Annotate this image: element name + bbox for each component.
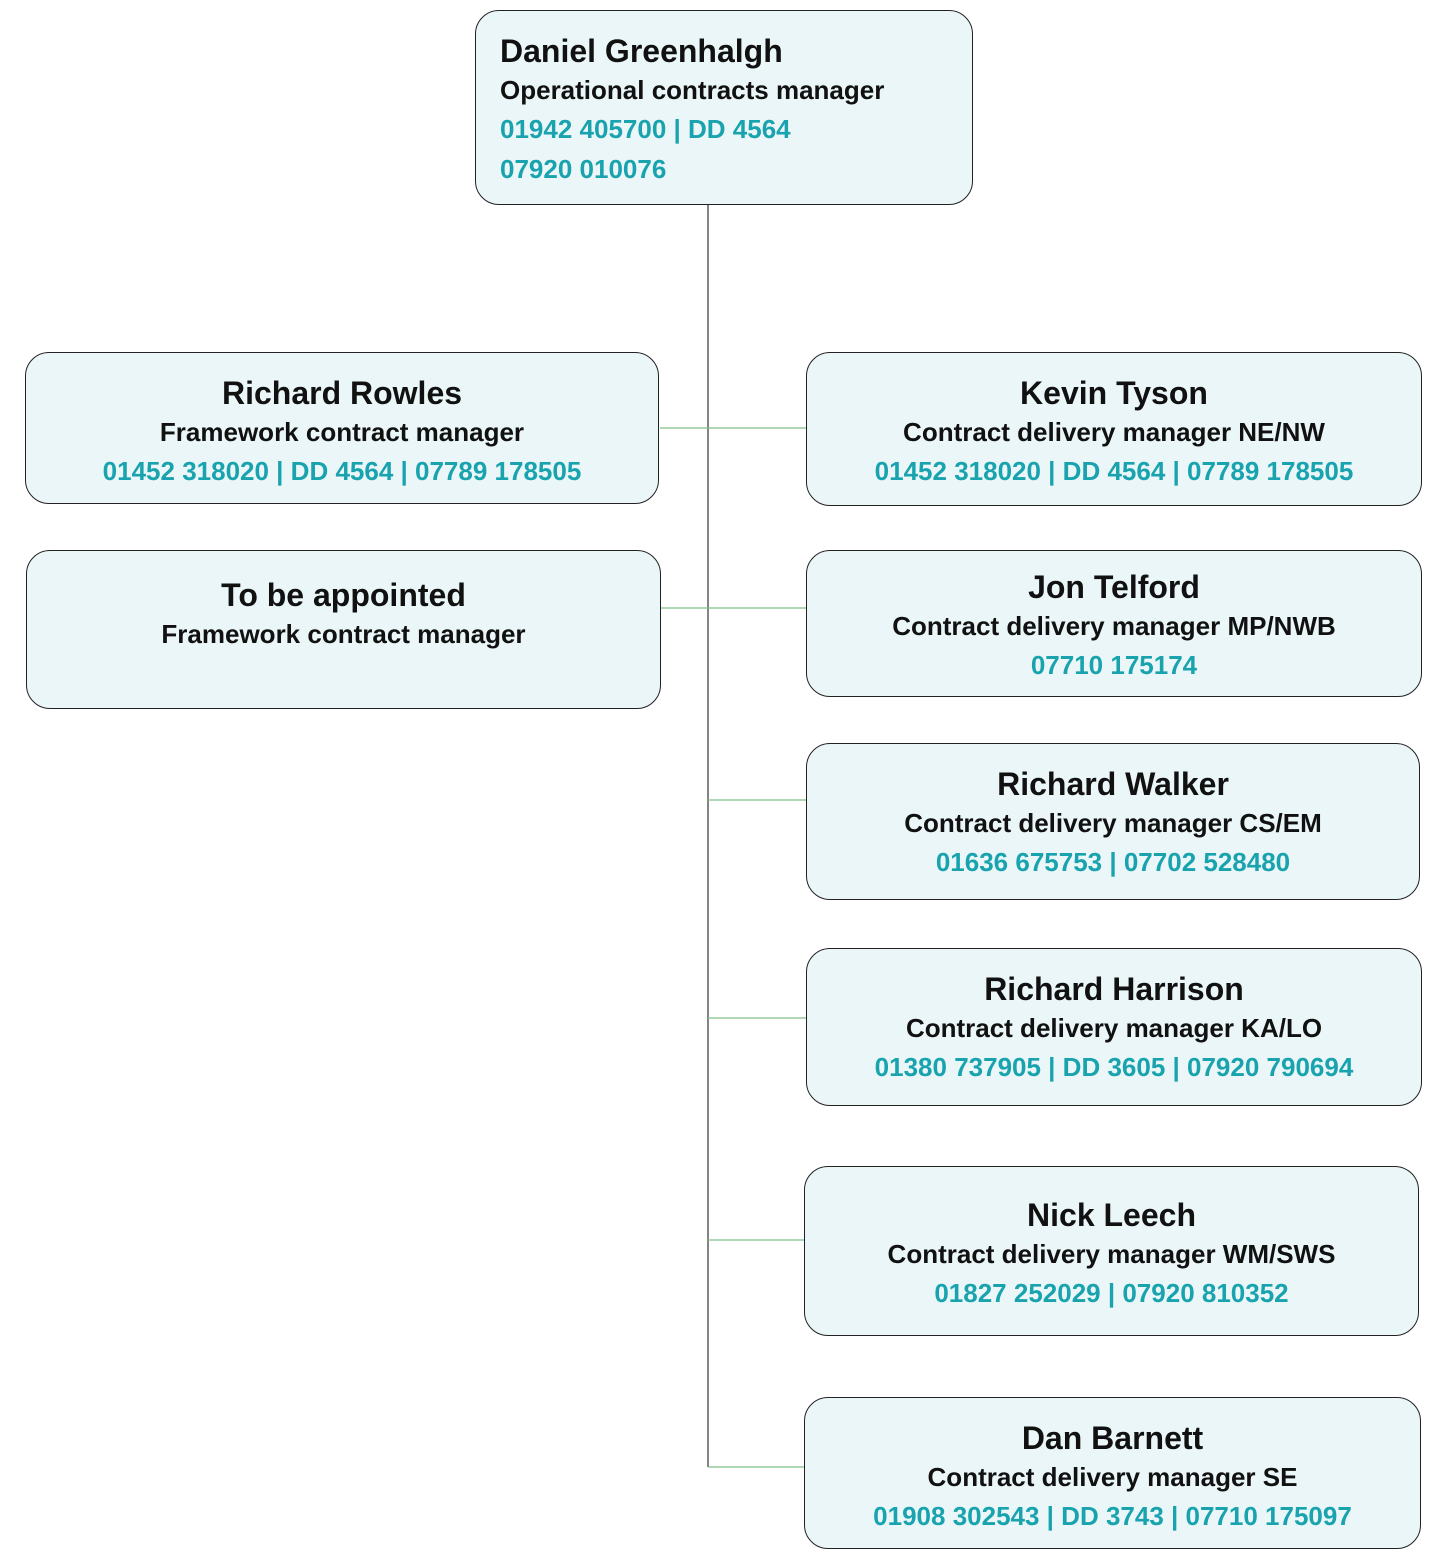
node-kevin-tyson: [806, 352, 1422, 506]
node-role: Framework contract manager: [159, 417, 525, 447]
node-role: Contract delivery manager MP/NWB: [892, 611, 1336, 641]
node-phone: 01380 737905 | DD 3605 | 07920 790694: [874, 1052, 1354, 1082]
node-phone: 01636 675753 | 07702 528480: [935, 847, 1291, 877]
node-mobile: 07920 010076: [500, 154, 667, 184]
node-phone: 01827 252029 | 07920 810352: [934, 1278, 1289, 1308]
node-to-be-appointed: [26, 550, 661, 709]
node-role: Contract delivery manager SE: [927, 1462, 1298, 1492]
node-richard-harrison: [806, 948, 1422, 1106]
node-phone: 07710 175174: [1030, 650, 1198, 680]
node-nick-leech: [804, 1166, 1419, 1336]
node-name: Richard Walker: [997, 766, 1229, 802]
node-name: Dan Barnett: [1021, 1420, 1204, 1456]
node-phone: 01908 302543 | DD 3743 | 07710 175097: [873, 1501, 1352, 1531]
node-name: Daniel Greenhalgh: [500, 33, 783, 69]
node-richard-rowles: [25, 352, 659, 504]
node-role: Contract delivery manager CS/EM: [904, 808, 1322, 838]
node-dan-barnett: [804, 1397, 1421, 1549]
node-role: Contract delivery manager WM/SWS: [887, 1239, 1336, 1269]
node-daniel-greenhalgh: [475, 10, 973, 205]
node-name: To be appointed: [221, 577, 466, 613]
node-jon-telford: [806, 550, 1422, 697]
node-name: Nick Leech: [1027, 1197, 1196, 1233]
node-name: Jon Telford: [1028, 569, 1200, 605]
node-richard-walker: [806, 743, 1420, 900]
node-role: Framework contract manager: [161, 619, 526, 649]
node-phone: 01452 318020 | DD 4564 | 07789 178505: [102, 456, 582, 486]
node-role: Contract delivery manager NE/NW: [903, 417, 1325, 447]
node-name: Richard Rowles: [221, 375, 463, 411]
node-role: Contract delivery manager KA/LO: [905, 1013, 1323, 1043]
node-phone: 01452 318020 | DD 4564 | 07789 178505: [874, 456, 1354, 486]
node-name: Kevin Tyson: [1020, 375, 1208, 411]
node-role: Operational contracts manager: [500, 75, 885, 105]
node-phone: 01942 405700 | DD 4564: [500, 114, 791, 144]
node-name: Richard Harrison: [984, 971, 1244, 1007]
